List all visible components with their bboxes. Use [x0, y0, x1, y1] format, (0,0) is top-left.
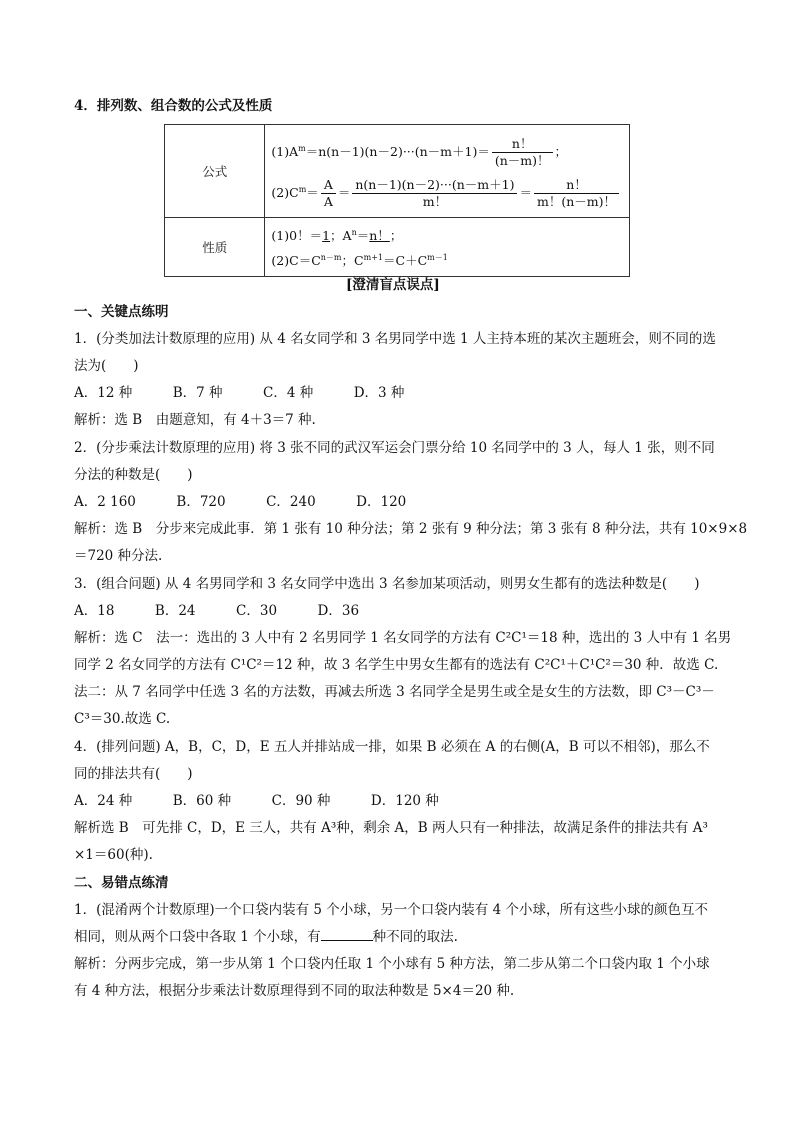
fraction: $\frac{n!}{(n-m)!}$: [492, 136, 553, 169]
property-1: (1)0！＝1；$A^n=n$！；: [271, 228, 403, 244]
section-2-heading: 二、易错点练清: [74, 875, 169, 891]
question-2-line-2: 分法的种数是( ): [74, 467, 193, 483]
fraction: $\frac{n!}{m!(n-m)!}$: [534, 177, 619, 210]
question-4-options: A．24 种 B．60 种 C．90 种 D．120 种: [74, 793, 439, 809]
clarify-heading: [澄清盲点误点]: [346, 277, 440, 293]
formula-label: 公式: [165, 125, 265, 218]
table-row: [165, 218, 630, 277]
permutation-formula: $(1)A^m=n(n-1)(n-2)\cdot\cdot\cdot(n-m+1)=$ $\frac{n!}{(n-m)!}$ ；: [271, 136, 568, 168]
question-1-answer: 解析：选 B 由题意知，有 4＋3＝7 种.: [74, 412, 316, 428]
question-2-options: A．2 160 B．720 C．240 D．120: [74, 494, 407, 510]
question-4-answer-1: 解析选 B 可先排 C，D，E 三人，共有 A³种，剩余 A，B 两人只有一种排法，故满足条件的排法共有 A³: [74, 820, 708, 836]
question-3-answer-1: 解析：选 C 法一：选出的 3 人中有 2 名男同学 1 名女同学的方法有 C²C¹＝18 种，选出的 3 人中有 1 名男: [74, 630, 732, 646]
section-1-heading: 一、关键点练明: [74, 304, 169, 320]
question-4-line-1: 4．(排列问题) A，B，C，D，E 五人并排站成一排，如果 B 必须在 A 的右侧(A，B 可以不相邻)，那么不: [74, 739, 710, 755]
exercise-1-line-1: 1．(混淆两个计数原理)一个口袋内装有 5 个小球，另一个口袋内装有 4 个小球，所有这些小球的颜色互不: [74, 902, 708, 918]
fraction: $\frac{n(n-1)(n-2)\cdot\cdot\cdot(n-m+1)}{m!}$: [352, 177, 517, 210]
question-3-line-1: 3．(组合问题) 从 4 名男同学和 3 名女同学中选出 3 名参加某项活动，则男女生都有的选法种数是( ): [74, 576, 700, 592]
property-label: 性质: [165, 218, 265, 277]
question-4-line-2: 同的排法共有( ): [74, 766, 193, 782]
question-2-answer-1: 解析：选 B 分步来完成此事．第 1 张有 10 种分法；第 2 张有 9 种分法；第 3 张有 8 种分法，共有 10×9×8: [74, 521, 748, 537]
exercise-1-answer-1: 解析：分两步完成，第一步从第 1 个口袋内任取 1 个小球有 5 种方法，第二步从第二个口袋内取 1 个小球: [74, 956, 710, 972]
property-2: $(2)C=C^{n-m}$；$C^{m+1}=C+C^{m-1}$: [271, 253, 448, 269]
table-row: [165, 125, 630, 218]
question-4-answer-2: ×1＝60(种).: [74, 847, 153, 863]
question-3-answer-4: C³＝30.故选 C.: [74, 711, 171, 727]
question-1-line-2: 法为( ): [74, 358, 139, 374]
question-1-line-1: 1．(分类加法计数原理的应用) 从 4 名女同学和 3 名男同学中选 1 人主持本班的某次主题班会，则不同的选: [74, 331, 716, 347]
exercise-1-line-2: 相同，则从两个口袋中各取 1 个小球，有 种不同的取法.: [74, 929, 458, 945]
question-3-options: A．18 B．24 C．30 D．36: [74, 603, 360, 619]
question-2-answer-2: ＝720 种分法.: [74, 548, 163, 564]
question-1-options: A．12 种 B．7 种 C．4 种 D．3 种: [74, 385, 405, 401]
question-3-answer-2: 同学 2 名女同学的方法有 C¹C²＝12 种，故 3 名学生中男女生都有的选法有 C²C¹＋C¹C²＝30 种．故选 C.: [74, 657, 719, 673]
fraction: $\frac{A}{A}$: [321, 177, 336, 210]
formula-cell: [265, 125, 630, 218]
section-heading: 4．排列数、组合数的公式及性质: [74, 98, 273, 114]
question-3-answer-3: 法二：从 7 名同学中任选 3 名的方法数，再减去所选 3 名同学全是男生或全是女生的方法数，即 C³－C³－: [74, 684, 715, 700]
answer-blank[interactable]: [321, 928, 373, 941]
property-cell: [265, 218, 630, 277]
exercise-1-answer-2: 有 4 种方法，根据分步乘法计数原理得到不同的取法种数是 5×4＝20 种.: [74, 983, 515, 999]
question-2-line-1: 2．(分步乘法计数原理的应用) 将 3 张不同的武汉军运会门票分给 10 名同学中的 3 人，每人 1 张，则不同: [74, 440, 715, 456]
formula-table: [164, 124, 630, 277]
combination-formula: $(2)C^m=$ $\frac{A}{A}$ ＝ $\frac{n(n-1)(n-2)\cdot\cdot\cdot(n-m+1)}{m!}$ ＝ $\frac{n!}{m!(n-m)!}$: [271, 171, 621, 212]
